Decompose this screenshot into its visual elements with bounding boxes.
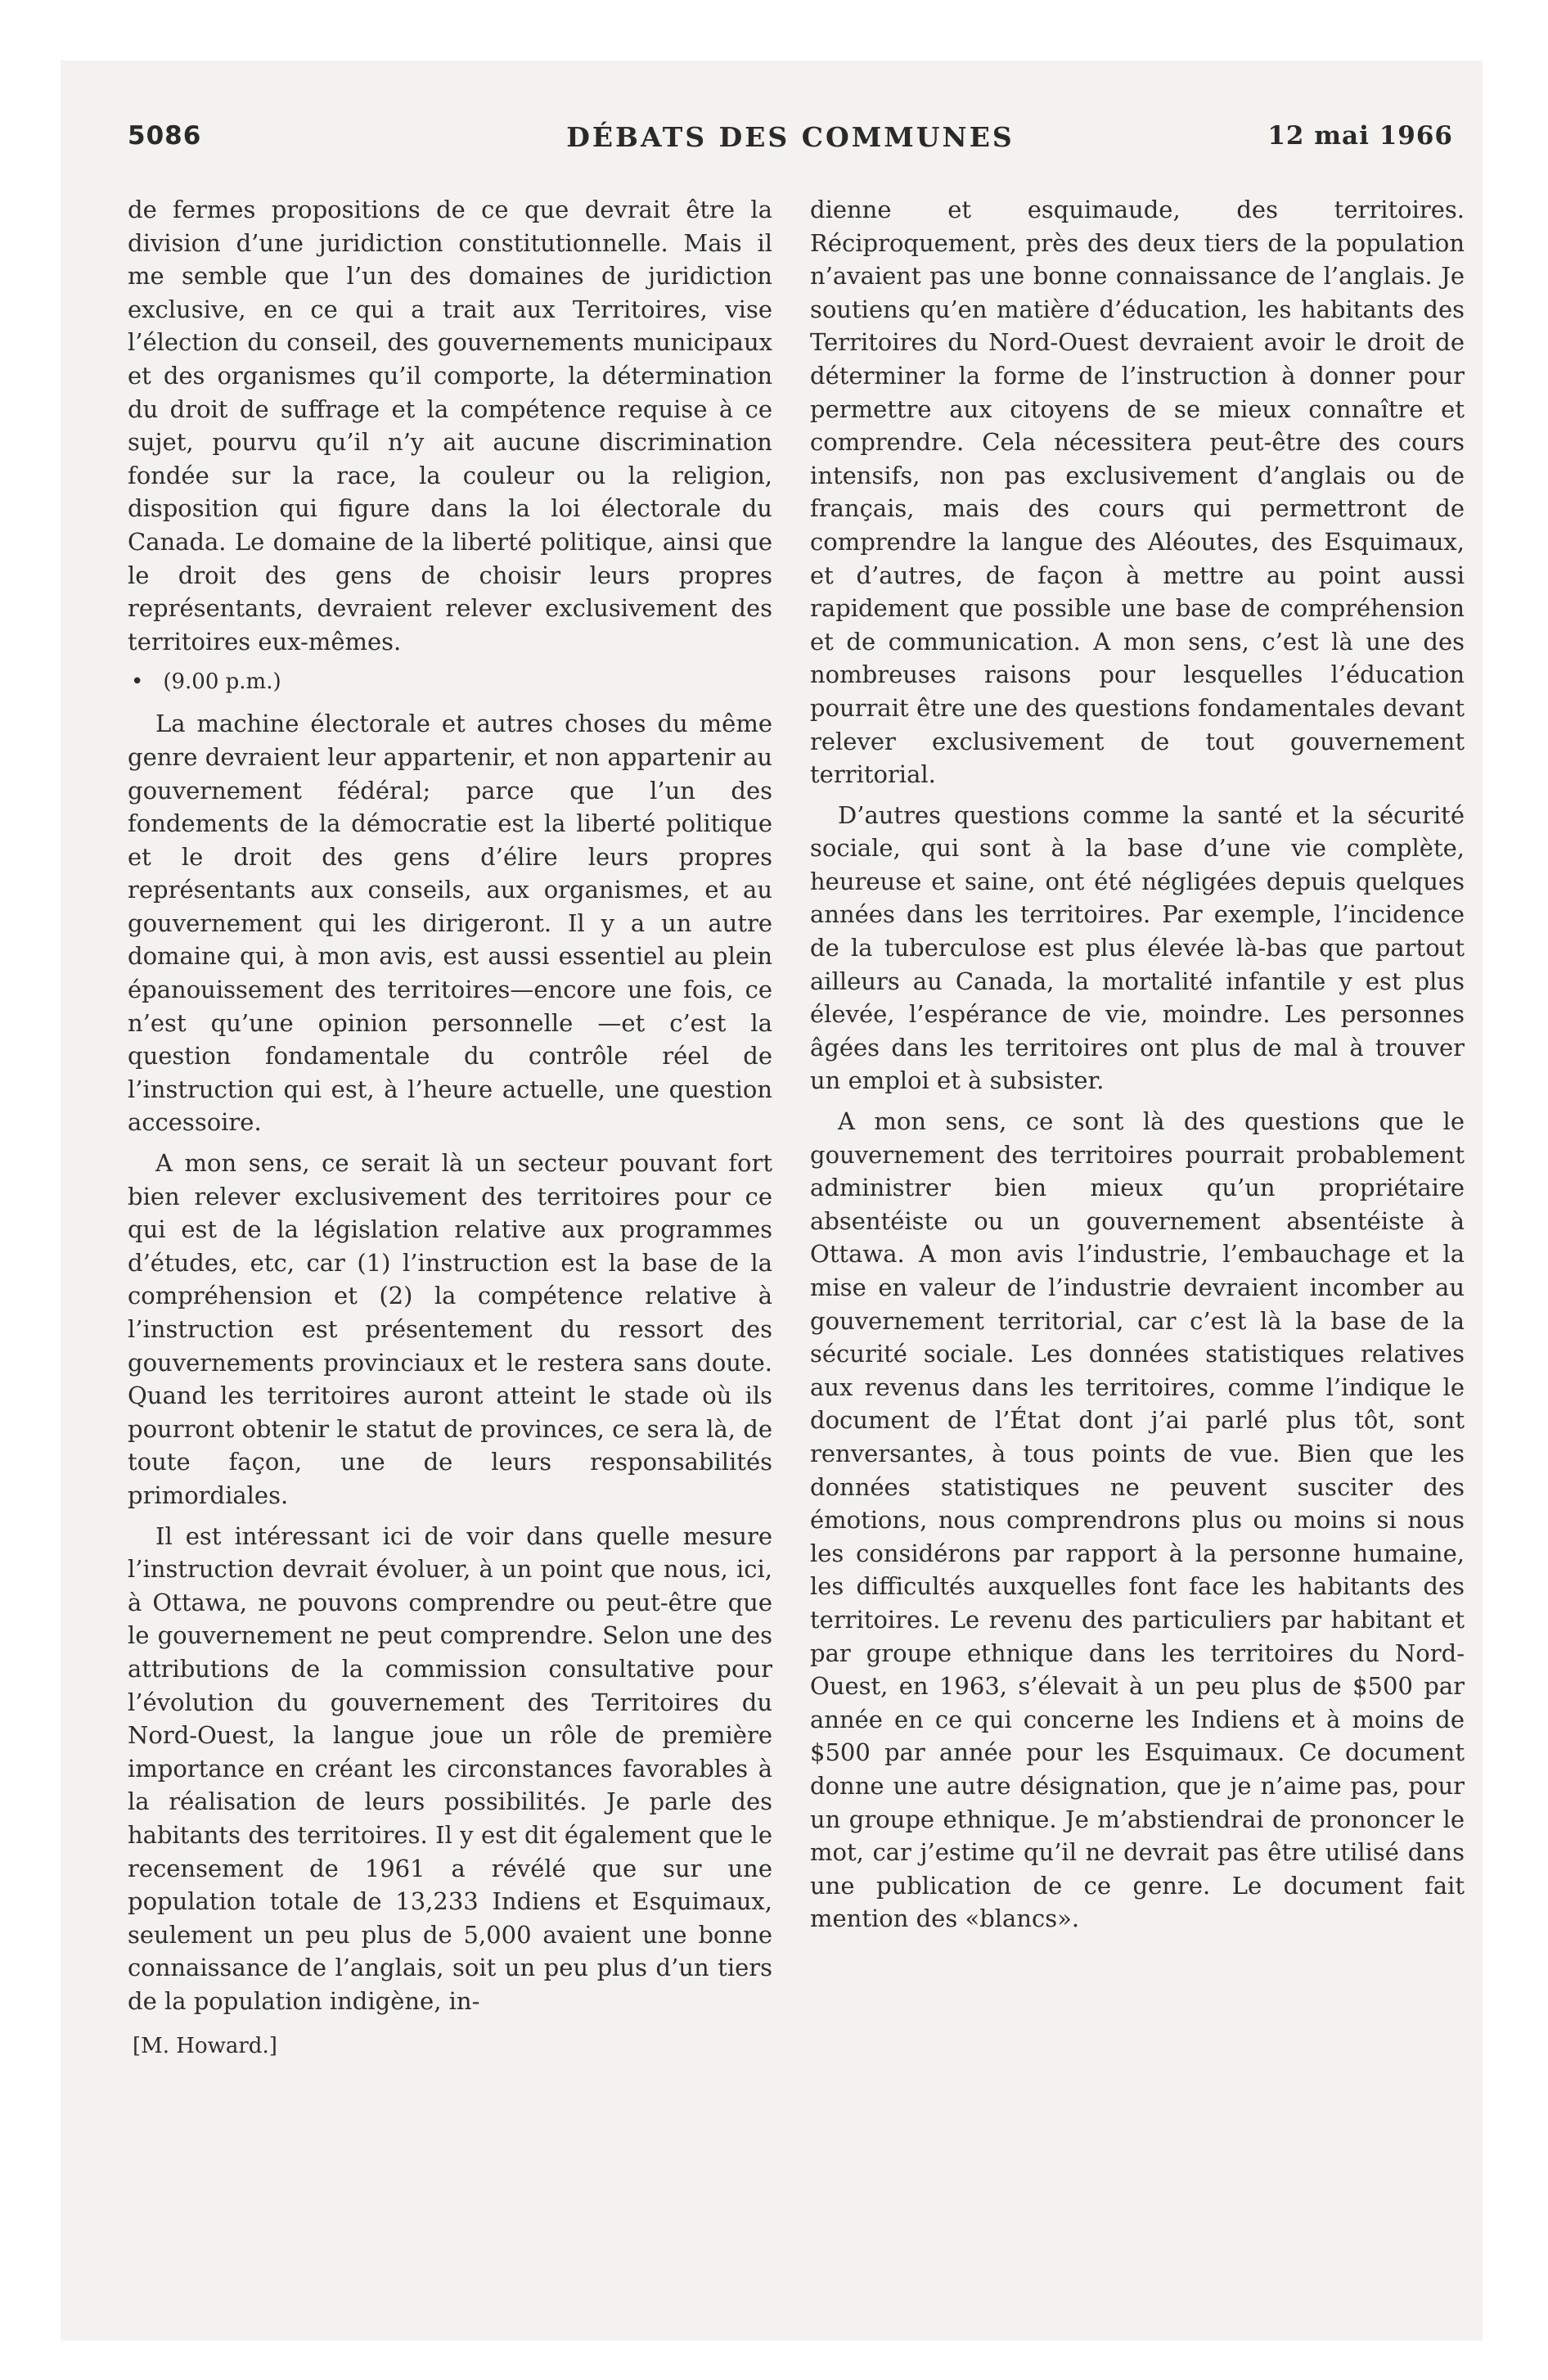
right-paragraph-1: dienne et esquimaude, des territoires. Réciproquement, près des deux tiers de la population n’avaient pas une bonne connaissance de l’anglais. Je soutiens qu’en matière d’éducation, les habitants des Territoires du Nord-Ouest devraient avoir le droit de déterminer la forme de l’instruction à donner pour permettre aux citoyens de se mieux connaître et comprendre. Cela nécessitera peut-être des cours intensifs, non pas exclusivement d’anglais ou de français, mais des cours qui permettront de comprendre la langue des Aléoutes, des Esquimaux, et d’autres, de façon à mettre au point aussi rapidement que possible une base de compréhension et de communication. A mon sens, c’est là une des nombreuses raisons pour lesquelles l’éducation pourrait être une des questions fondamentales devant relever exclusivement de tout gouvernement territorial.: [810, 196, 1465, 789]
page-date: 12 mai 1966: [1267, 121, 1453, 151]
left-paragraph-4: Il est intéressant ici de voir dans quelle mesure l’instruction devrait évoluer, à un point que nous, ici, à Ottawa, ne pouvons comprendre ou peut-être que le gouvernement ne peut comprendre. Selon une des attributions de la commission consultative pour l’évolution du gouvernement des Territoires du Nord-Ouest, la langue joue un rôle de première importance en créant les circonstances favorables à la réalisation de leurs possibilités. Je parle des habitants des territoires. Il y est dit également que le recensement de 1961 a révélé que sur une population totale de 13,233 Indiens et Esquimaux, seulement un peu plus de 5,000 avaient une bonne connaissance de l’anglais, soit un peu plus d’un tiers de la population indigène, in-: [128, 1521, 772, 2015]
time-marker-text: (9.00 p.m.): [163, 669, 281, 695]
left-paragraph-2: La machine électorale et autres choses du même genre devraient leur appartenir, et non appartenir au gouvernement fédéral; parce que l’un des fondements de la démocratie est la liberté politique et le droit des gens d’élire leurs propres représentants aux conseils, aux organismes, et au gouvernement qui les dirigeront. Il y a un autre domaine qui, à mon avis, est aussi essentiel au plein épanouissement des territoires—encore une fois, ce n’est qu’une opinion personnelle —et c’est la question fondamentale du contrôle réel de l’instruction qui est, à l’heure actuelle, une question accessoire.: [128, 710, 772, 1137]
right-paragraph-3: A mon sens, ce sont là des questions que le gouvernement des territoires pourrait probablement administrer bien mieux qu’un propriétaire absentéiste ou un gouvernement absentéiste à Ottawa. A mon avis l’industrie, l’embauchage et la mise en valeur de l’industrie devraient incomber au gouvernement territorial, car c’est là la base de la sécurité sociale. Les données statistiques relatives aux revenus dans les territoires, comme l’indique le document de l’État dont j’ai parlé plus tôt, sont renversantes, à tous points de vue. Bien que les données statistiques ne peuvent susciter des émotions, nous comprendrons plus ou moins si nous les considérons par rapport à la personne humaine, les difficultés auxquelles font face les habitants des territoires. Le revenu des particuliers par habitant et par groupe ethnique dans les territoires du Nord-Ouest, en 1963, s’élevait à un peu plus de $500 par année en ce qui concerne les Indiens et à moins de $500 par année pour les Esquimaux. Ce document donne une autre désignation, que je n’aime pas, pour un groupe ethnique. Je m’abstiendrai de prononcer le mot, car j’estime qu’il ne devrait pas être utilisé dans une publication de ce genre. Le document fait mention des «blancs».: [810, 1107, 1465, 1933]
speaker-attribution: [M. Howard.]: [133, 2034, 277, 2059]
left-column: [128, 193, 772, 2060]
left-paragraph-1: de fermes propositions de ce que devrait être la division d’une juridiction constitutionnelle. Mais il me semble que l’un des domaines de juridiction exclusive, en ce qui a trait aux Territoires, vise l’élection du conseil, des gouvernements municipaux et des organismes qu’il comporte, la détermination du droit de suffrage et la compétence requise à ce sujet, pourvu qu’il n’y ait aucune discrimination fondée sur la race, la couleur ou la religion, disposition qui figure dans la loi électorale du Canada. Le domaine de la liberté politique, ainsi que le droit des gens de choisir leurs propres représentants, devraient relever exclusivement des territoires eux-mêmes.: [128, 196, 772, 656]
page-header: [128, 121, 1453, 170]
right-paragraph-2: D’autres questions comme la santé et la sécurité sociale, qui sont à la base d’une vie complète, heureuse et saine, ont été négligées depuis quelques années dans les territoires. Par exemple, l’incidence de la tuberculose est plus élevée là-bas que partout ailleurs au Canada, la mortalité infantile y est plus élevée, l’espérance de vie, moindre. Les personnes âgées dans les territoires ont plus de mal à trouver un emploi et à subsister.: [810, 800, 1465, 1095]
right-column: [810, 193, 1465, 1936]
bullet-icon: •: [131, 669, 144, 695]
left-paragraph-3: A mon sens, ce serait là un secteur pouvant fort bien relever exclusivement des territoires pour ce qui est de la législation relative aux programmes d’études, etc, car (1) l’instruction est la base de la compréhension et (2) la compétence relative à l’instruction est présentement du ressort des gouvernements provinciaux et le restera sans doute. Quand les territoires auront atteint le stade où ils pourront obtenir le statut de provinces, ce sera là, de toute façon, une de leurs responsabilités primordiales.: [128, 1149, 772, 1509]
time-marker: [128, 668, 772, 696]
publication-title: DÉBATS DES COMMUNES: [566, 121, 1015, 153]
page-number: 5086: [128, 121, 202, 151]
